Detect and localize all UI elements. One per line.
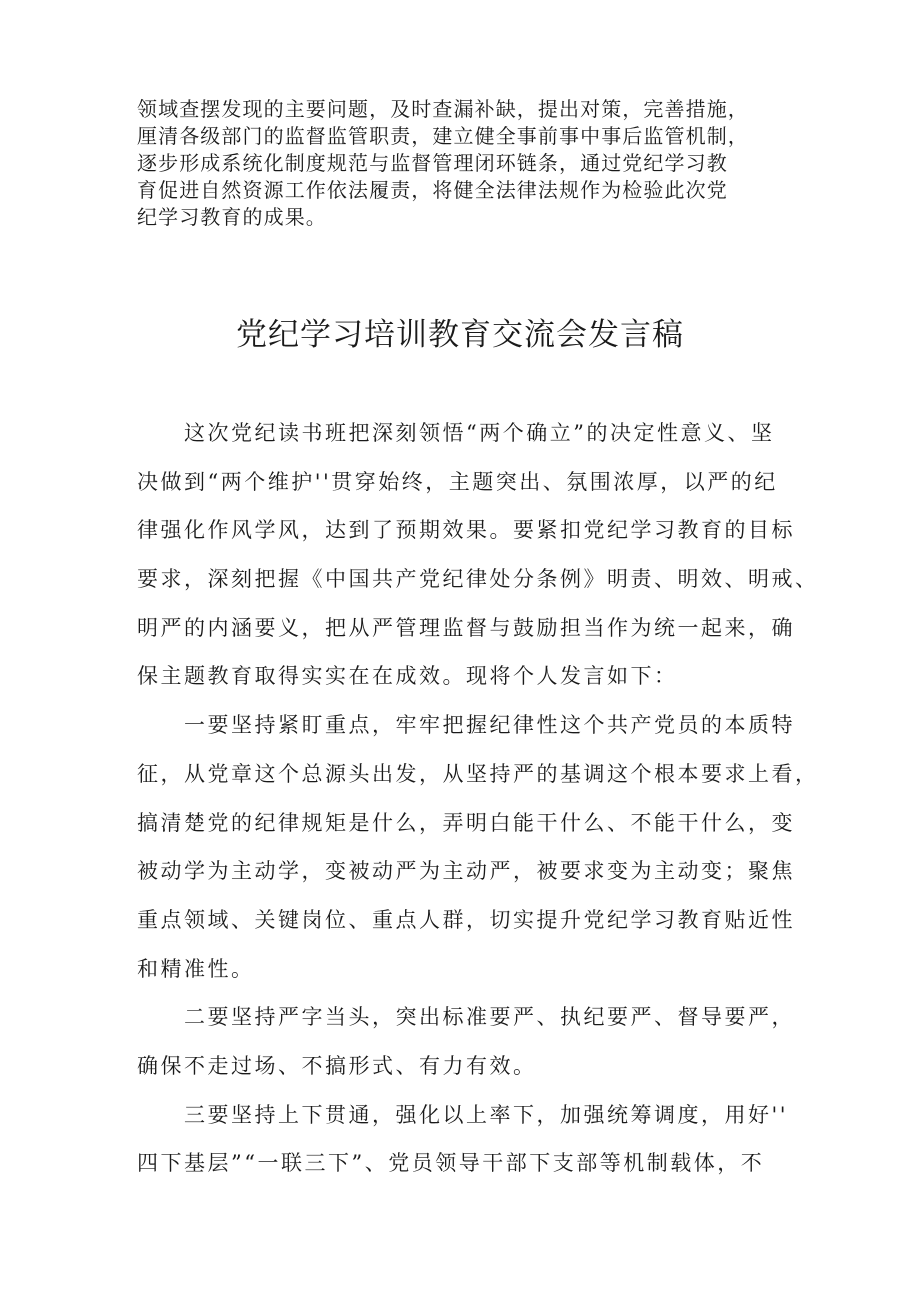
text-line: 保主题教育取得实实在在成效。现将个人发言如下： bbox=[137, 664, 678, 689]
continued-paragraph bbox=[137, 96, 797, 231]
text-line: 确保不走过场、不搞形式、有力有效。 bbox=[137, 1053, 537, 1078]
text-line: 律强化作风学风，达到了预期效果。要紧扣党纪学习教育的目标 bbox=[137, 518, 795, 543]
text-line: 重点领域、关键岗位、重点人群，切实提升党纪学习教育贴近性 bbox=[137, 907, 795, 932]
text-line: 四下基层”“一联三下”、党员领导干部下支部等机制载体，不 bbox=[137, 1151, 765, 1176]
document-title: 党纪学习培训教育交流会发言稿 bbox=[236, 317, 684, 353]
text-line: 纪学习教育的成果。 bbox=[137, 205, 327, 229]
text-line: 征，从党章这个总源头出发，从坚持严的基调这个根本要求上看， bbox=[137, 761, 819, 786]
text-line: 被动学为主动学，变被动严为主动严，被要求变为主动变；聚焦 bbox=[137, 859, 795, 884]
text-line: 搞清楚党的纪律规矩是什么，弄明白能干什么、不能干什么，变 bbox=[137, 810, 795, 835]
paragraph-first-line: 一要坚持紧盯重点，牢牢把握纪律性这个共产党员的本质特 bbox=[184, 713, 795, 738]
text-line: 厘清各级部门的监督监管职责，建立健全事前事中事后监管机制， bbox=[137, 124, 749, 148]
text-line: 明严的内涵要义，把从严管理监督与鼓励担当作为统一起来，确 bbox=[137, 615, 795, 640]
paragraph-first-line: 三要坚持上下贯通，强化以上率下，加强统筹调度，用好'' bbox=[184, 1102, 789, 1127]
paragraph-first-line: 二要坚持严字当头，突出标准要严、执纪要严、督导要严， bbox=[184, 1005, 795, 1030]
text-line: 要求，深刻把握《中国共产党纪律处分条例》明责、明效、明戒、 bbox=[137, 567, 819, 592]
text-line: 逐步形成系统化制度规范与监督管理闭环链条，通过党纪学习教 bbox=[137, 151, 728, 175]
speech-body bbox=[137, 409, 819, 1188]
text-line: 育促进自然资源工作依法履责，将健全法律法规作为检验此次党 bbox=[137, 178, 728, 202]
text-line: 领域查摆发现的主要问题，及时查漏补缺，提出对策，完善措施， bbox=[137, 97, 749, 121]
text-line: 决做到“两个维护''贯穿始终，主题突出、氛围浓厚，以严的纪 bbox=[137, 469, 778, 494]
text-line: 和精准性。 bbox=[137, 956, 255, 981]
paragraph-first-line: 这次党纪读书班把深刻领悟“两个确立”的决定性意义、坚 bbox=[184, 421, 775, 445]
